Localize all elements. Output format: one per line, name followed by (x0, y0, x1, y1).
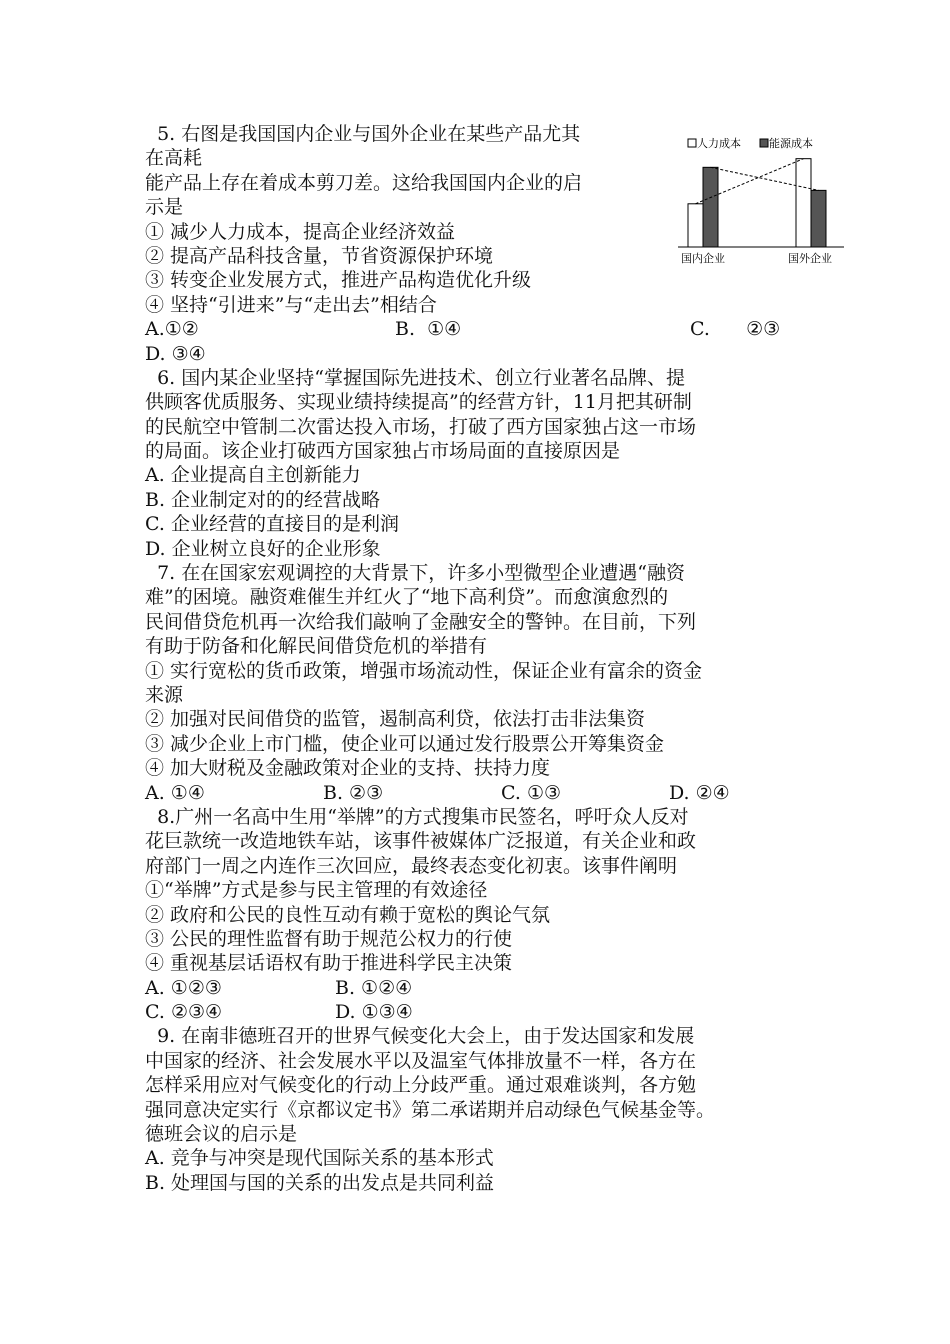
q8-line: 花巨款统一改造地铁车站，该事件被媒体广泛报道，有关企业和政 (145, 830, 697, 853)
q8-line: ①“举牌”方式是参与民主管理的有效途径 (145, 879, 488, 902)
q8-options-row2 (145, 1000, 810, 1024)
bar-energy-foreign (811, 190, 826, 247)
q8-line: 8.广州一名高中生用“举牌”的方式搜集市民签名，呼吁众人反对 (145, 805, 689, 828)
q7-option-c: C. ①③ (501, 781, 562, 804)
exam-page (145, 122, 810, 1195)
q6-line: 的局面。该企业打破西方国家独占市场局面的直接原因是 (145, 440, 621, 463)
q9-option-a: A. 竞争与冲突是现代国际关系的基本形式 (145, 1147, 494, 1170)
q5-line: ② 提高产品科技含量，节省资源保护环境 (145, 244, 494, 267)
q7-line: 民间借贷危机再一次给我们敲响了金融安全的警钟。在目前，下列 (145, 610, 697, 633)
q7-line: ④ 加大财税及金融政策对企业的支持、扶持力度 (145, 757, 551, 780)
q6-line: 6. 国内某企业坚持“掌握国际先进技术、创立行业著名品牌、提 (145, 366, 685, 389)
q9-line: 中国家的经济、社会发展水平以及温室气体排放量不一样，各方在 (145, 1049, 697, 1072)
q7-option-a: A. ①④ (145, 781, 205, 804)
q6-option-c: C. 企业经营的直接目的是利润 (145, 513, 399, 536)
q8-option-d: D. ①③④ (335, 1001, 413, 1024)
q5-option-b: B. ①④ (395, 318, 462, 341)
q8-line: 府部门一周之内连作三次回应，最终表态变化初衷。该事件阐明 (145, 854, 678, 877)
q6-option-d: D. 企业树立良好的企业形象 (145, 537, 381, 560)
q5-option-a: A.①② (145, 318, 199, 341)
q9-line: 强同意决定实行《京都议定书》第二承诺期并启动绿色气候基金等。 (145, 1098, 716, 1121)
q5-option-d: D. ③④ (145, 342, 206, 365)
chart-legend (688, 136, 813, 150)
q7-line: 难”的困境。融资难催生并红火了“地下高利贷”。而愈演愈烈的 (145, 586, 669, 609)
q8-option-c: C. ②③④ (145, 1001, 223, 1024)
q5-line: 在高耗 (145, 147, 203, 170)
q5-line: ④ 坚持“引进来”与“走出去”相结合 (145, 293, 437, 316)
q7-option-b: B. ②③ (323, 781, 384, 804)
q5-line: ③ 转变企业发展方式，推进产品构造优化升级 (145, 269, 532, 292)
legend-label-energy: 能源成本 (769, 137, 813, 150)
bar-labor-foreign (796, 159, 811, 247)
q5-line: ① 减少人力成本，提高企业经济效益 (145, 220, 456, 243)
q8-line: ② 政府和公民的良性互动有赖于宽松的舆论气氛 (145, 903, 551, 926)
q8-line: ③ 公民的理性监督有助于规范公权力的行使 (145, 927, 513, 950)
q6-option-a: A. 企业提高自主创新能力 (145, 464, 361, 487)
legend-swatch-labor (688, 139, 696, 147)
q6-line: 的民航空中管制二次雷达投入市场，打破了西方国家独占这一市场 (145, 415, 697, 438)
legend-swatch-energy (760, 139, 768, 147)
q7-line: 有助于防备和化解民间借贷危机的举措有 (145, 635, 488, 658)
q7-line: ③ 减少企业上市门槛，使企业可以通过发行股票公开筹集资金 (145, 732, 665, 755)
q7-line: 来源 (145, 683, 184, 706)
q9-line: 9. 在南非德班召开的世界气候变化大会上，由于发达国家和发展 (145, 1025, 695, 1048)
q5-options (145, 317, 810, 341)
q8-options-row1 (145, 976, 810, 1000)
q8-option-a: A. ①②③ (145, 976, 222, 999)
q7-line: 7. 在在国家宏观调控的大背景下，许多小型微型企业遭遇“融资 (145, 562, 685, 585)
q5-option-c: C. ②③ (690, 318, 781, 341)
q5-line: 5. 右图是我国国内企业与国外企业在某些产品尤其 (145, 123, 581, 145)
q7-line: ① 实行宽松的货币政策，增强市场流动性，保证企业有富余的资金 (145, 659, 703, 682)
q7-options (145, 781, 810, 805)
q7-option-d: D. ②④ (669, 781, 730, 804)
q7-line: ② 加强对民间借贷的监管，遏制高利贷，依法打击非法集资 (145, 708, 646, 731)
q5-line: 示是 (145, 196, 184, 219)
q6-option-b: B. 企业制定对的的经营战略 (145, 488, 381, 511)
q6-line: 供顾客优质服务、实现业绩持续提高”的经营方针，11月把其研制 (145, 391, 692, 414)
q5-line: 能产品上存在着成本剪刀差。这给我国国内企业的启 (145, 171, 583, 194)
cost-scissors-chart (676, 133, 846, 268)
category-label-foreign: 国外企业 (788, 252, 832, 265)
category-label-domestic: 国内企业 (681, 252, 725, 265)
bar-labor-domestic (688, 204, 703, 247)
q8-line: ④ 重视基层话语权有助于推进科学民主决策 (145, 952, 513, 975)
bar-energy-domestic (703, 167, 718, 247)
legend-label-labor: 人力成本 (697, 137, 741, 150)
q9-option-b: B. 处理国与国的关系的出发点是共同利益 (145, 1171, 495, 1194)
q8-option-b: B. ①②④ (335, 976, 413, 999)
q9-line: 怎样采用应对气候变化的行动上分歧严重。通过艰难谈判，各方勉 (145, 1074, 697, 1097)
q9-line: 德班会议的启示是 (145, 1123, 298, 1146)
